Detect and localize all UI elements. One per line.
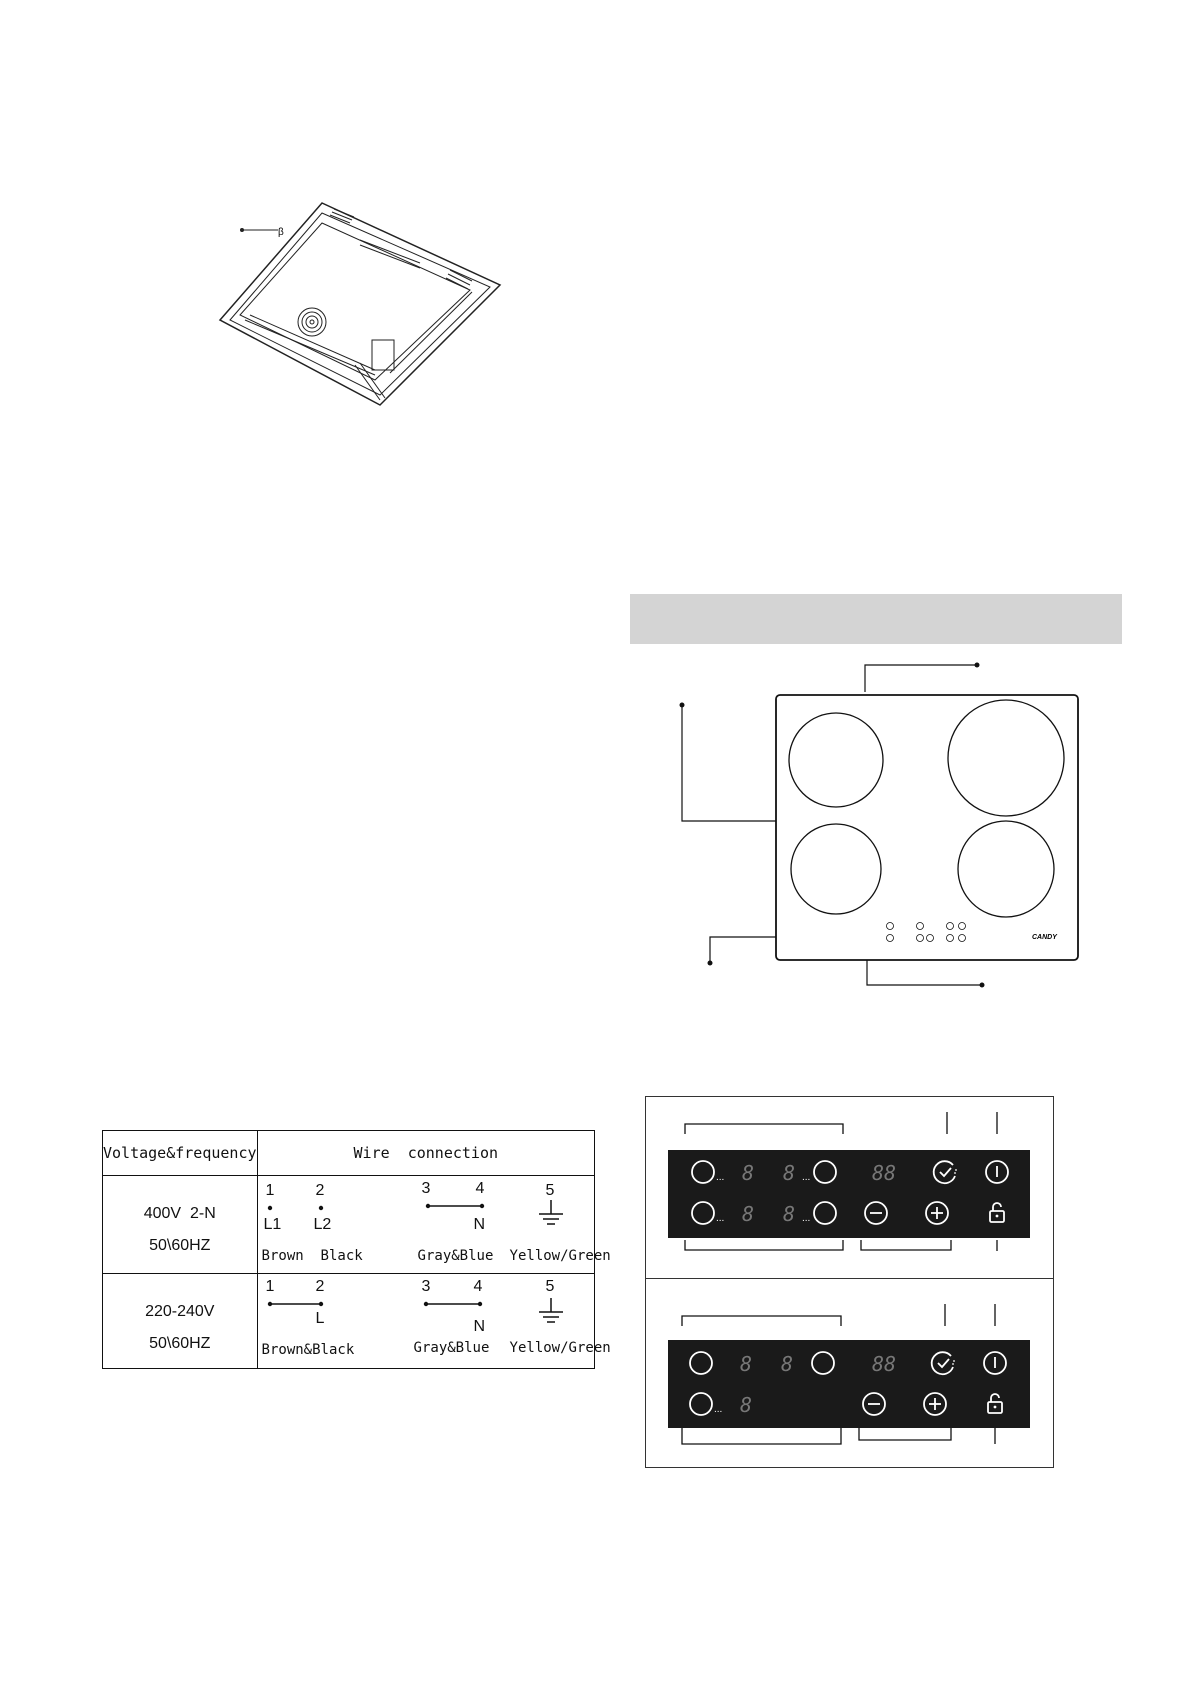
callout-dot xyxy=(980,983,985,988)
terminal-label: 3 xyxy=(421,1180,431,1198)
terminal-label: 5 xyxy=(545,1182,555,1200)
svg-text:...: ... xyxy=(716,1172,725,1183)
color-label: Yellow/Green xyxy=(509,1248,611,1265)
voltage-cell-400v xyxy=(103,1176,258,1273)
callout-dot xyxy=(708,961,713,966)
frequency-value: 50\60HZ xyxy=(149,1237,211,1255)
callout-dot xyxy=(680,703,685,708)
zone-display: 8 xyxy=(740,1393,753,1417)
brand-logo: CANDY xyxy=(1032,934,1057,941)
svg-text:...: ... xyxy=(802,1213,811,1224)
line-label: L xyxy=(315,1309,325,1327)
header-voltage: Voltage&frequency xyxy=(103,1131,258,1176)
zone-display: 8 xyxy=(742,1202,755,1226)
color-label: Brown Black xyxy=(261,1248,363,1265)
line-label: N xyxy=(473,1216,486,1234)
control-panels-diagram xyxy=(650,1100,1050,1465)
timer-display: 88 xyxy=(872,1352,897,1376)
zone-display: 8 xyxy=(742,1161,755,1185)
zone-display: 8 xyxy=(783,1161,796,1185)
timer-display: 88 xyxy=(872,1161,897,1185)
connection-cell-230v xyxy=(257,1273,611,1368)
frequency-value: 50\60HZ xyxy=(149,1334,211,1352)
callout-dot xyxy=(975,663,980,668)
svg-text:...: ... xyxy=(716,1213,725,1224)
wiring-table xyxy=(102,1130,611,1369)
zone-display: 8 xyxy=(781,1352,794,1376)
svg-text:...: ... xyxy=(714,1404,723,1415)
earth-icon xyxy=(539,1200,563,1224)
color-label: Yellow/Green xyxy=(509,1339,611,1356)
header-wire-connection: Wire connection xyxy=(257,1131,594,1176)
zone-display: 8 xyxy=(740,1352,753,1376)
line-label: N xyxy=(473,1317,486,1335)
terminal-label: 3 xyxy=(421,1277,431,1295)
terminal-label: 2 xyxy=(315,1277,325,1295)
earth-icon xyxy=(539,1298,563,1322)
terminal-label: 2 xyxy=(315,1182,325,1200)
zone-display: 8 xyxy=(783,1202,796,1226)
terminal-label: 5 xyxy=(545,1277,555,1295)
connection-cell-400v xyxy=(257,1176,611,1273)
svg-text:...: ... xyxy=(802,1172,811,1183)
line-label: L1 xyxy=(263,1216,282,1234)
terminal-label: 1 xyxy=(265,1277,275,1295)
svg-text:β: β xyxy=(278,227,284,238)
color-label: Gray&Blue xyxy=(417,1248,494,1265)
terminal-label: 1 xyxy=(265,1182,275,1200)
voltage-value: 220-240V xyxy=(145,1302,215,1320)
control-panel-4-zone xyxy=(668,1150,1030,1238)
color-label: Gray&Blue xyxy=(413,1339,490,1356)
hob-underside-illustration xyxy=(210,195,510,410)
terminal-label: 4 xyxy=(473,1277,483,1295)
section-heading-band xyxy=(630,594,1122,644)
terminal-label: 4 xyxy=(475,1180,485,1198)
voltage-cell-230v xyxy=(103,1273,258,1368)
voltage-value: 400V 2-N xyxy=(143,1205,216,1223)
color-label: Brown&Black xyxy=(261,1341,355,1358)
hob-top-view-diagram xyxy=(650,655,1090,995)
line-label: L2 xyxy=(313,1216,332,1234)
